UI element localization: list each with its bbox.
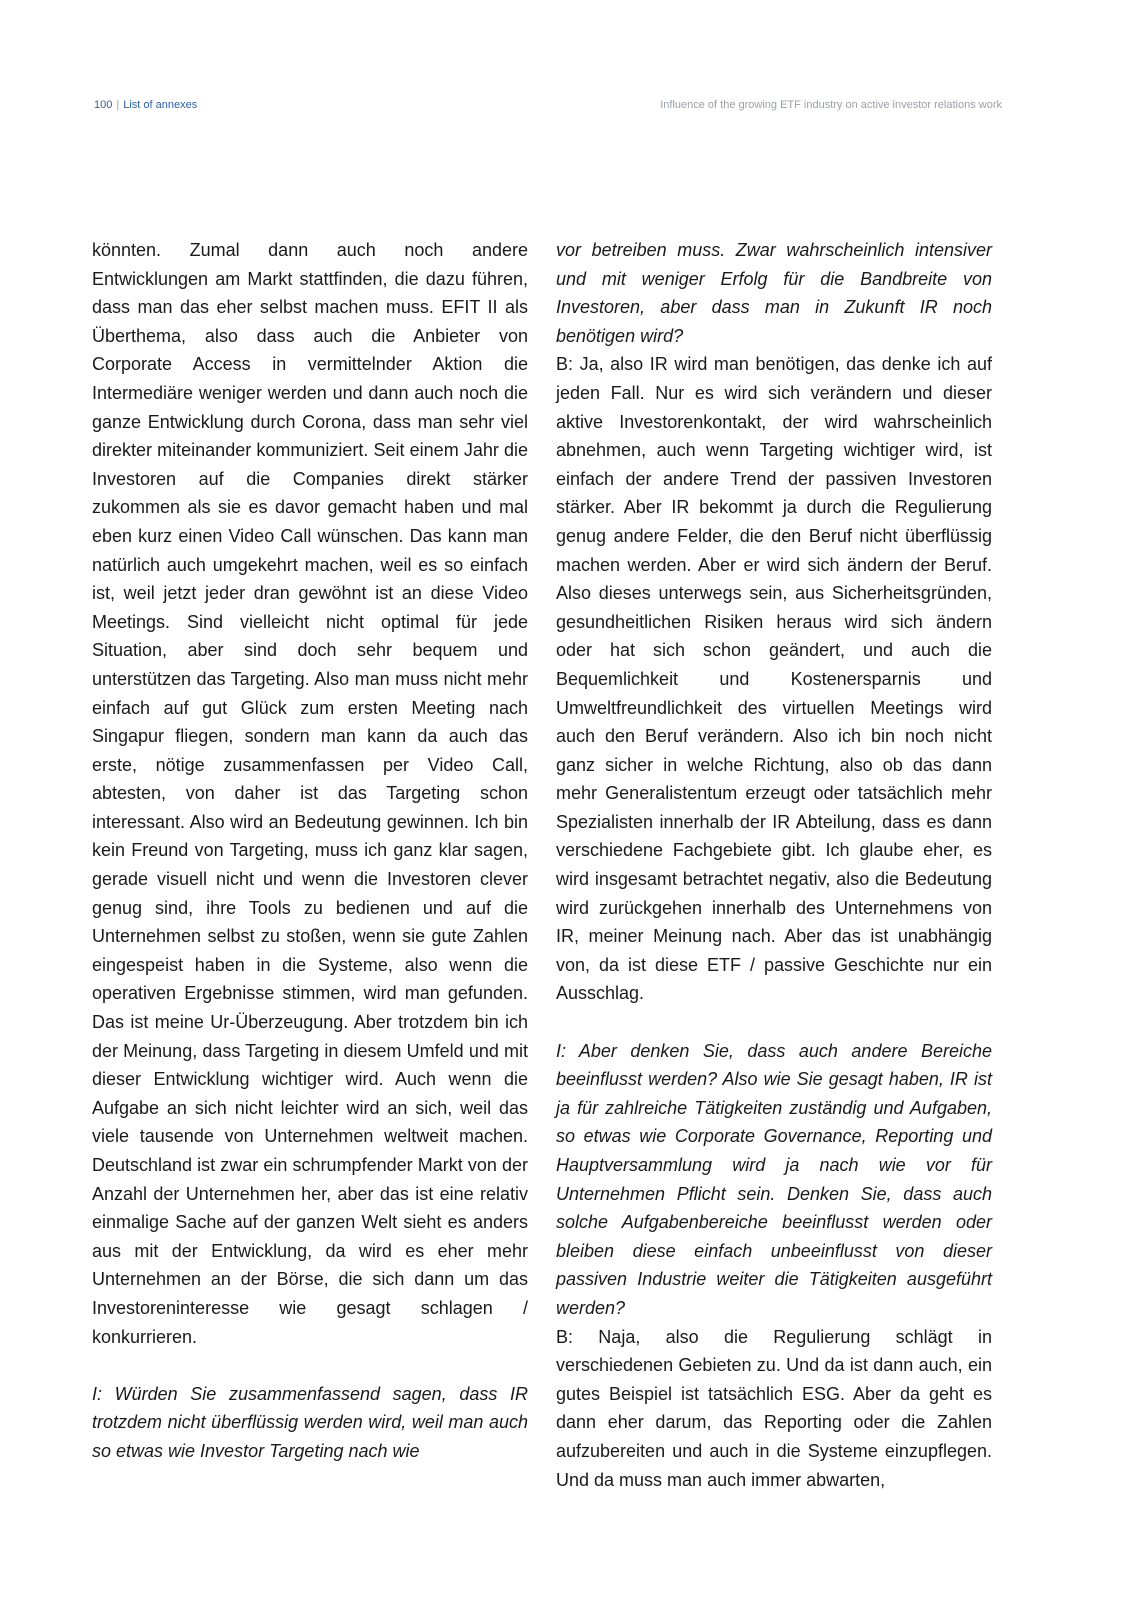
section-title: List of annexes — [123, 99, 198, 111]
running-title: Influence of the growing ETF industry on active investor relations work — [660, 99, 1002, 111]
answer-paragraph: könnten. Zumal dann auch noch andere Entwicklungen am Markt stattfinden, die dazu führen, dass man das eher selbst machen muss. EFIT II als Überthema, also dass auch die Anbieter von Corporate Access in vermittelnder Aktion die Intermediäre weniger werden und dann auch noch die ganze Entwicklung durch Corona, dass man sehr viel direkter miteinander kommuniziert. Seit einem Jahr die Investoren auf die Companies direkt stärker zukommen als sie es davor gemacht haben und mal eben kurz einen Video Call wünschen. Das kann man natürlich auch umgekehrt machen, weil es so einfach ist, weil jetzt jeder dran gewöhnt ist an diese Video Meetings. Sind vielleicht nicht optimal für jede Situation, aber sind doch sehr bequem und unterstützen das Targeting. Also man muss nicht mehr einfach auf gut Glück zum ersten Meeting nach Singapur fliegen, sondern man kann da auch das erste, nötige zusammenfassen per Video Call, abtesten, von daher ist das Targeting schon interessant. Also wird an Bedeutung gewinnen. Ich bin kein Freund von Targeting, muss ich ganz klar sagen, gerade visuell nicht und wenn die Investoren clever genug sind, ihre Tools zu bedienen und auf die Unternehmen selbst zu stoßen, wenn sie gute Zahlen eingespeist haben in die Systeme, also wenn die operativen Ergebnisse stimmen, wird man gefunden. Das ist meine Ur-Überzeugung. Aber trotzdem bin ich der Meinung, dass Targeting in diesem Umfeld und mit dieser Entwicklung wichtiger wird. Auch wenn die Aufgabe an sich nicht leichter wird an sich, weil das viele tausende von Unternehmen weltweit machen. Deutschland ist zwar ein schrumpfender Markt von der Anzahl der Unternehmen her, aber das ist eine relativ einmalige Sache auf der ganzen Welt sieht es anders aus mit der Entwicklung, da wird es eher mehr Unternehmen an der Börse, die sich dann um das Investoreninteresse wie gesagt schlagen / konkurrieren. — [92, 240, 528, 1347]
left-column — [92, 236, 528, 1466]
interviewer-question: I: Würden Sie zusammenfassend sagen, dass IR trotzdem nicht überflüssig werden wird, weil man auch so etwas wie Investor Targeting nach wie — [92, 1383, 528, 1461]
running-header — [94, 99, 1002, 115]
answer-paragraph: B: Ja, also IR wird man benötigen, das denke ich auf jeden Fall. Nur es wird sich verändern und dieser aktive Investorenkontakt, der wird wahrscheinlich abnehmen, auch wenn Targeting wichtiger wird, ist einfach der andere Trend der passiven Investoren stärker. Aber IR bekommt ja durch die Regulierung genug andere Felder, die den Beruf nicht überflüssig machen werden. Aber er wird sich ändern der Beruf. Also dieses unterwegs sein, aus Sicherheitsgründen, gesundheitlichen Risiken heraus wird sich ändern oder hat sich schon geändert, und auch die Bequemlichkeit und Kostenersparnis und Umweltfreundlichkeit des virtuellen Meetings wird auch den Beruf verändern. Also ich bin noch nicht ganz sicher in welche Richtung, also ob das dann mehr Generalistentum erzeugt oder tatsächlich mehr Spezialisten innerhalb der IR Abteilung, dass es dann verschiedene Fachgebiete gibt. Ich glaube eher, es wird insgesamt betrachtet negativ, also die Bedeutung wird zurückgehen innerhalb des Unternehmens von IR, meiner Meinung nach. Aber das ist unabhängig von, da ist diese ETF / passive Geschichte nur ein Ausschlag. — [556, 354, 992, 1004]
interviewer-question: I: Aber denken Sie, dass auch andere Bereiche beeinflusst werden? Also wie Sie gesagt haben, IR ist ja für zahlreiche Tätigkeiten zuständig und Aufgaben, so etwas wie Corporate Governance, Reporting und Hauptversammlung wird ja nach wie vor für Unternehmen Pflicht sein. Denken Sie, dass auch solche Aufgabenbereiche beeinflusst werden oder bleiben diese einfach unbeeinflusst von dieser passiven Industrie weiter die Tätigkeiten ausgeführt werden? — [556, 1040, 992, 1318]
interviewer-question-continued: vor betreiben muss. Zwar wahrscheinlich intensiver und mit weniger Erfolg für die Bandbreite von Investoren, aber dass man in Zukunft IR noch benötigen wird? — [556, 240, 992, 346]
answer-paragraph: B: Naja, also die Regulierung schlägt in verschiedenen Gebieten zu. Und da ist dann auch, ein gutes Beispiel ist tatsächlich ESG. Aber da geht es dann eher darum, das Reporting oder die Zahlen aufzubereiten und auch in die Systeme einzupflegen. Und da muss man auch immer abwarten, — [556, 1326, 992, 1490]
page-number: 100 — [94, 99, 113, 111]
header-left — [94, 99, 197, 111]
header-separator: | — [116, 99, 120, 111]
right-column — [556, 236, 992, 1494]
